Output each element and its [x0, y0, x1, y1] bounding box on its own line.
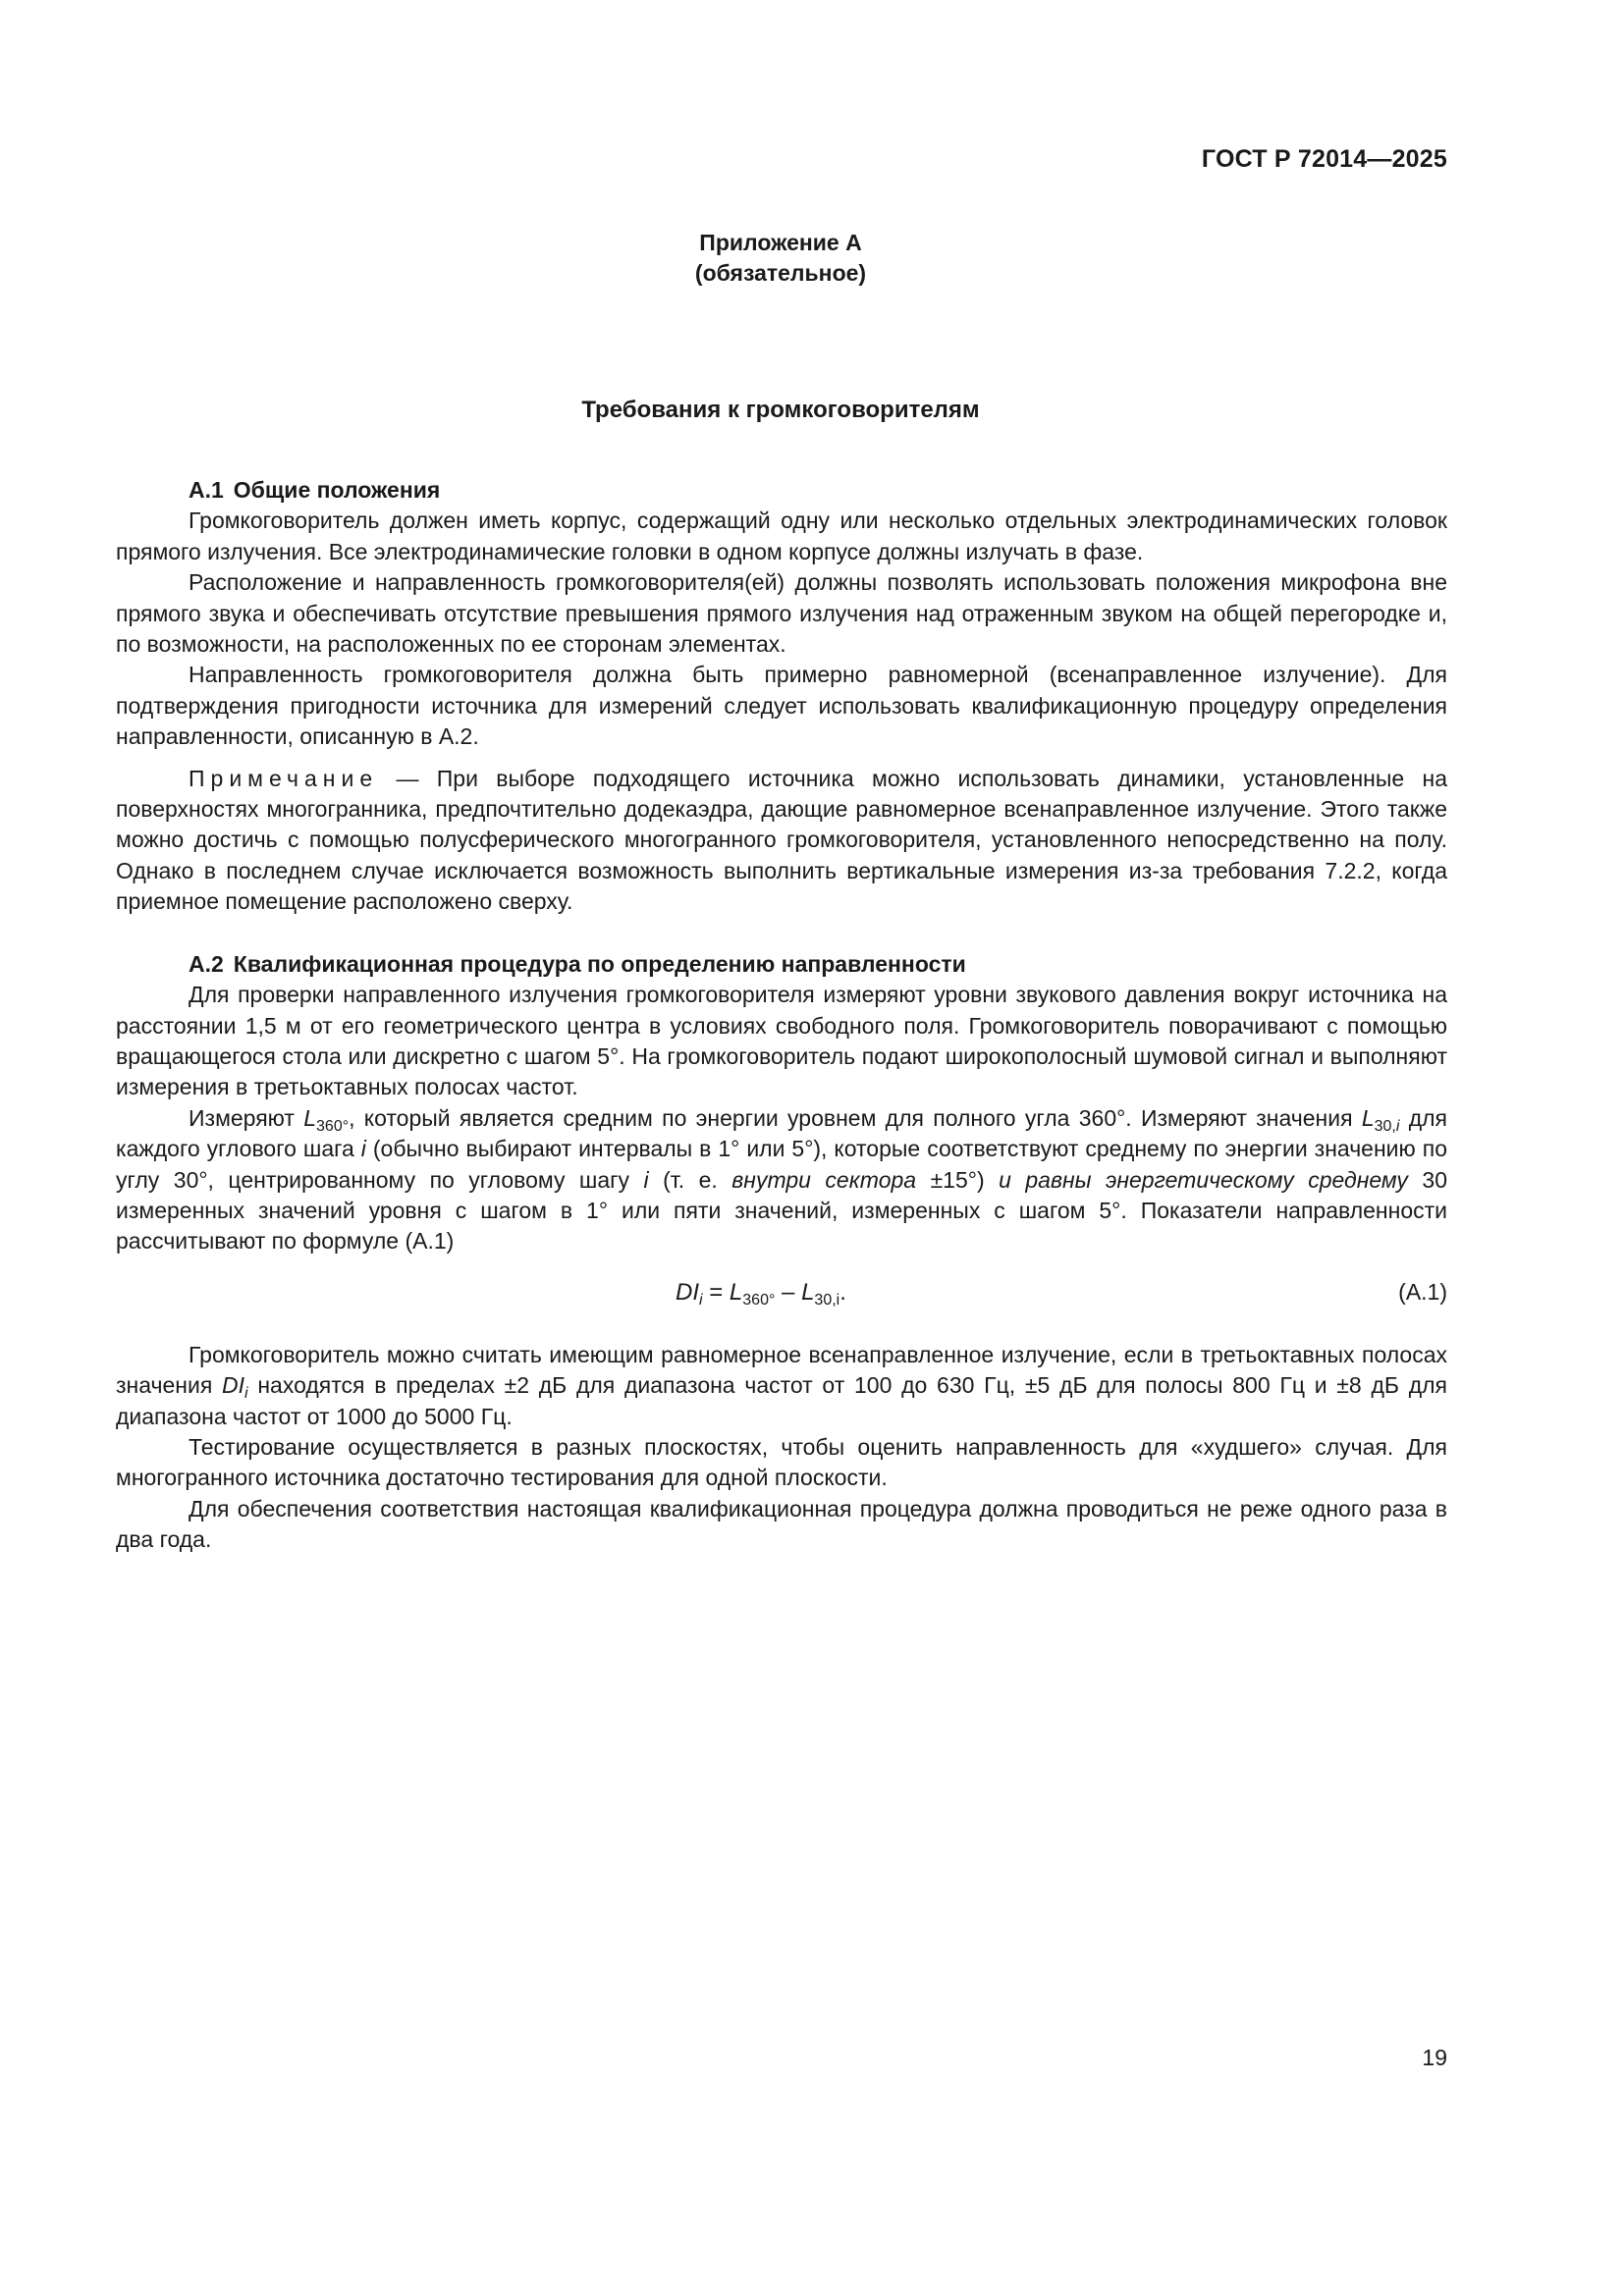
note-paragraph: [116, 764, 1447, 918]
paragraph-with-symbols: Измеряют $L_{360^\circ}$, который является средним по энергии уровнем для полного угла 360°. Измеряют значения $L_{30,i}$ для каждого углового шага i (обычно выбирают интервалы в 1° или 5°), которые соответствуют среднему по энергии значению по углу 30°, центрированному по угловому шагу i (т. е. внутри сектора ±15°) и равны энергетическому среднему 30 измеренных значений уровня с шагом в 1° или пяти значений, измеренных с шагом 5°. Показатели направленности рассчитывают по формуле (А.1): [116, 1104, 1447, 1255]
paragraph: Для проверки направленного излучения громкоговорителя измеряют уровни звукового давления вокруг источника на расстоянии 1,5 м от его геометрического центра в условиях свободного поля. Громкоговоритель поворачивают с помощью вращающегося стола или дискретно с шагом 5°. На громкоговоритель подают широкополосный шумовой сигнал и выполняют измерения в третьоктавных полосах частот.: [116, 982, 1447, 1100]
appendix-status: (обязательное): [694, 260, 867, 286]
document-body: [116, 475, 1447, 1556]
paragraph: Направленность громкоговорителя должна быть примерно равномерной (всенаправленное излучение). Для подтверждения пригодности источника для измерений следует использовать квалификационную процедуру определения направленности, описанную в А.2.: [116, 662, 1447, 750]
section-a2-title: Квалификационная процедура по определению направленности: [233, 950, 966, 977]
paragraph-with-symbols: Громкоговоритель можно считать имеющим равномерное всенаправленное излучение, если в третьоктавных полосах значения $DI_i$ находятся в пределах ±2 дБ для диапазона частот от 100 до 630 Гц, ±5 дБ для полосы 800 Гц и ±8 дБ для диапазона частот от 1000 до 5000 Гц.: [116, 1341, 1447, 1429]
formula-number: (А.1): [1398, 1278, 1447, 1305]
section-a1-heading: [116, 475, 1447, 506]
formula-expression: $DI_i = L_{360^\circ} - L_{30,i}$.: [676, 1278, 846, 1308]
formula-a1: [116, 1271, 1447, 1322]
standard-number: ГОСТ Р 72014—2025: [1201, 145, 1447, 173]
section-a2-number: А.2: [189, 950, 224, 977]
appendix-title: Требования к громкоговорителям: [581, 397, 980, 423]
paragraph: Для обеспечения соответствия настоящая квалификационная процедура должна проводиться не реже одного раза в два года.: [116, 1495, 1447, 1553]
note-text: — При выборе подходящего источника можно использовать динамики, установленные на поверхностях многогранника, предпочтительно додекаэдра, дающие равномерное всенаправленное излучение. Этого также можно достичь с помощью полусферического многогранного громкоговорителя, установленного непосредственно на полу. Однако в последнем случае исключается возможность выполнить вертикальные измерения из-за требования 7.2.2, когда приемное помещение расположено сверху.: [116, 765, 1447, 915]
paragraph: Громкоговоритель должен иметь корпус, содержащий одну или несколько отдельных электродинамических головок прямого излучения. Все электродинамические головки в одном корпусе должны излучать в фазе.: [116, 507, 1447, 564]
note-label: Примечание: [189, 765, 379, 791]
paragraph: Расположение и направленность громкоговорителя(ей) должны позволять использовать положения микрофона вне прямого звука и обеспечивать отсутствие превышения прямого излучения над отраженным звуком на общей перегородке и, по возможности, на расположенных по ее сторонам элементах.: [116, 569, 1447, 658]
appendix-heading: [0, 228, 1561, 289]
section-a1-title: Общие положения: [233, 477, 441, 503]
paragraph: Тестирование осуществляется в разных плоскостях, чтобы оценить направленность для «худшего» случая. Для многогранного источника достаточно тестирования для одной плоскости.: [116, 1433, 1447, 1491]
page-number: 19: [1422, 2045, 1447, 2070]
section-a1-number: А.1: [189, 477, 224, 503]
section-a2-heading: [116, 949, 1447, 980]
appendix-label: Приложение А: [699, 230, 862, 255]
